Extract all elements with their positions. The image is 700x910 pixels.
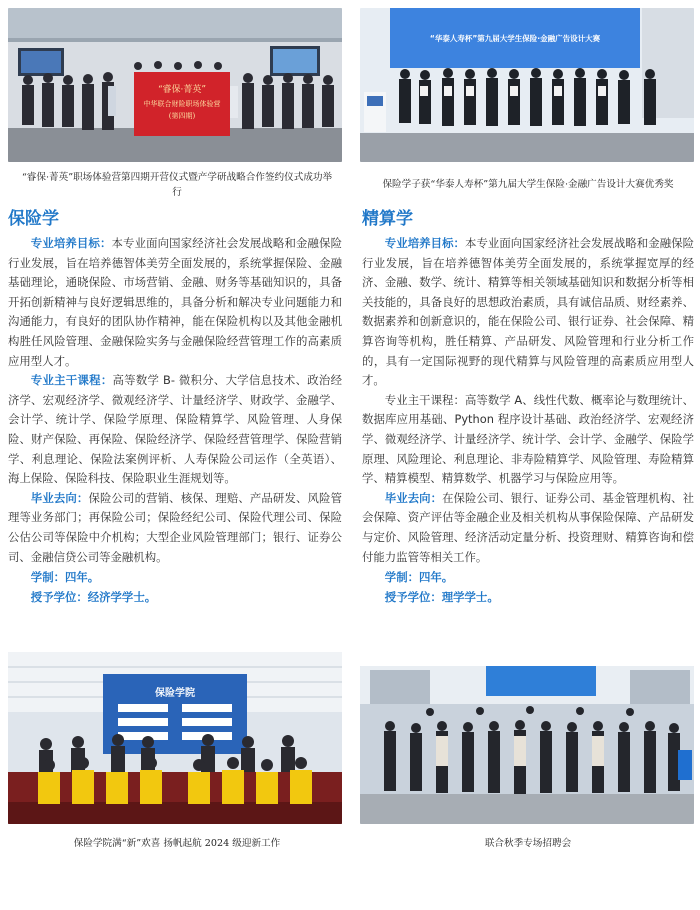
actuarial-career-label: 毕业去向：	[384, 490, 443, 505]
actuarial-degree: 授予学位：理学学士。	[384, 590, 499, 605]
board-title: 保险学院	[155, 688, 195, 699]
insurance-duration: 学制：四年。	[30, 570, 100, 585]
insurance-section	[8, 208, 342, 607]
insurance-career	[8, 489, 342, 567]
insurance-goal	[8, 234, 342, 371]
caption-bottom-left: 保险学院满“新”欢喜 扬帆起航 2024 级迎新工作	[73, 838, 281, 849]
caption-top-left: “睿保·菁英”职场体验营第四期开营仪式暨产学研战略合作签约仪式成功举行	[21, 172, 333, 198]
insurance-career-text: 保险公司的营销、核保、理赔、产品研发、风险管理等业务部门；再保险公司；保险经纪公司、保险代理公司、保险公估公司等保险中介机构；大型企业风险管理部门；银行、证券公司、金融信贷公司等金融机构。	[8, 490, 342, 564]
actuarial-career	[362, 489, 694, 567]
caption-top-right: 保险学子获“华泰人寿杯”第九届大学生保险·金融广告设计大赛优秀奖	[382, 179, 674, 190]
photo-job-fair	[360, 666, 694, 824]
insurance-career-label: 毕业去向：	[30, 490, 89, 505]
banner-line2: 中华联合财险职场体验营	[143, 100, 221, 108]
actuarial-course-label: 专业主干课程：	[384, 392, 465, 407]
insurance-course-text: 高等数学 B- 微积分、大学信息技术、政治经济学、宏观经济学、微观经济学、计量经济学、财政学、金融学、会计学、统计学、保险学原理、保险精算学、风险管理、人身保险、财产保险、再保险、保险经济学、保险经营管理学、保险营销学、利息理论、保险法案例评析、人寿保险公司运作（全英语）、海上保险、保险科技、保险职业生涯规划等。	[8, 373, 342, 486]
insurance-courses	[8, 371, 342, 489]
insurance-course-label: 专业主干课程：	[30, 373, 113, 388]
insurance-degree: 授予学位：经济学学士。	[30, 590, 157, 605]
caption-bottom-right: 联合秋季专场招聘会	[484, 838, 572, 849]
actuarial-goal-label: 专业培养目标：	[384, 236, 465, 250]
actuarial-career-text: 在保险公司、银行、证券公司、基金管理机构、社会保障、资产评估等金融企业及相关机构从事保险保障、产品研发与定价、风险管理、经济活动定量分析、投资理财、精算咨询和偿付能力监管等相关工作。	[362, 490, 694, 564]
actuarial-title: 精算学	[362, 209, 413, 229]
insurance-goal-text: 本专业面向国家经济社会发展战略和金融保险行业发展，旨在培养德智体美劳全面发展的，系统掌握保险、金融基础理论，通晓保险、市场营销、金融、财务等基础知识的，具备开拓创新精神与良好逻辑思维的，具备分析和解决专业问题能力和沟通能力，有良好的团队协作精神，能在保险机构以及其他金融机构胜任风险管理、金融保险实务与金融保险经营管理工作的高素质应用型人才。	[8, 236, 342, 368]
insurance-goal-label: 专业培养目标：	[30, 236, 112, 250]
actuarial-goal	[362, 234, 694, 391]
banner-line1: “睿保·菁英”	[157, 85, 207, 95]
photo-signing-ceremony	[8, 8, 342, 162]
banner-line3: (第四期)	[168, 112, 196, 120]
insurance-title: 保险学	[8, 209, 59, 229]
stage-title: “华泰人寿杯”第九届大学生保险·金融广告设计大赛	[429, 34, 601, 43]
photo-freshman-welcome	[8, 652, 342, 824]
actuarial-goal-text: 本专业面向国家经济社会发展战略和金融保险行业发展，旨在培养德智体美劳全面发展的，系统掌握宽厚的经济、金融、数学、统计、精算等相关领域基础知识和数据分析等相关技能的，具备良好的思想政治素质，具有诚信品质、财经素养、数据素养和创新意识的，能在保险公司、银行证券、社会保障、精算咨询等机构，胜任精算、产品研发、风险管理和行业分析工作的，具有一定国际视野的现代精算与风险管理的高素质应用型人才。	[362, 236, 694, 388]
actuarial-duration: 学制：四年。	[384, 570, 454, 585]
actuarial-course-text: 高等数学 A、线性代数、概率论与数理统计、数据库应用基础、Python 程序设计基础、政治经济学、宏观经济学、微观经济学、计量经济学、统计学、会计学、金融学、保险学原理、风险理论、利息理论、非寿险精算学、风险管理、寿险精算学、精算模型、精算数学、机器学习与保险应用等。	[362, 392, 694, 486]
photo-award-ceremony	[360, 8, 694, 162]
actuarial-courses	[362, 391, 694, 489]
actuarial-section	[362, 208, 694, 607]
